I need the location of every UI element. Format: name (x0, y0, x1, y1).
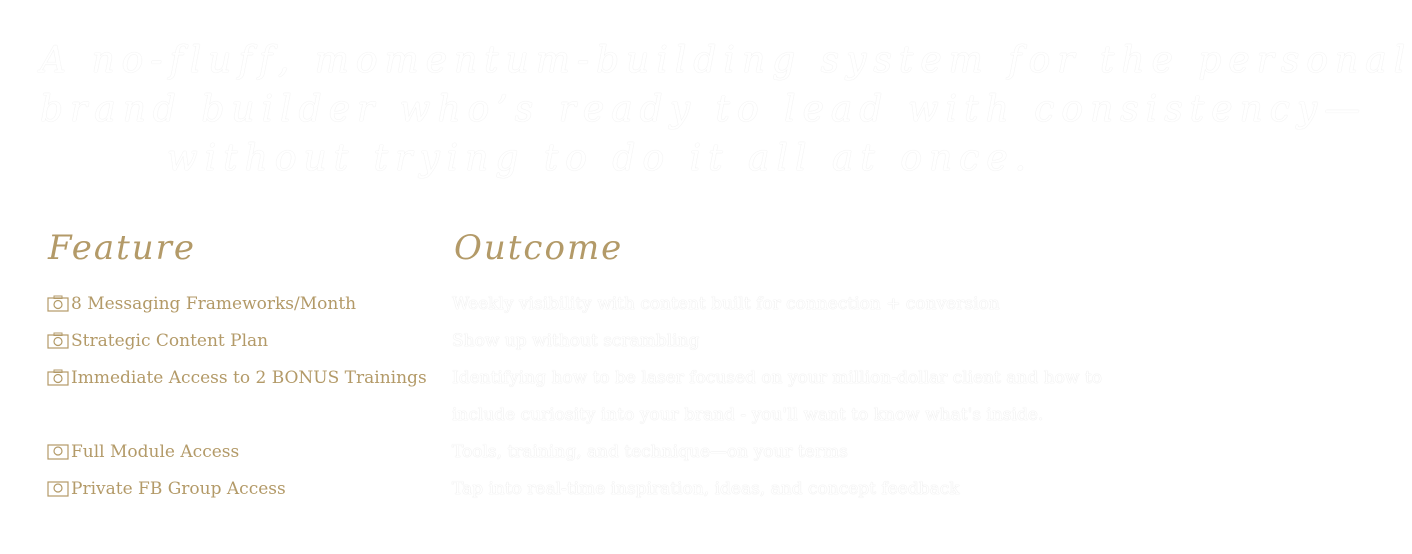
feature-label: Immediate Access to 2 BONUS Trainings (71, 368, 427, 388)
table-row (0, 397, 1200, 434)
table-row (0, 471, 1200, 508)
table-row (0, 434, 1200, 471)
outcome-cell: Identifying how to be laser focused on your million-dollar client and how to (452, 368, 1102, 388)
feature-label: 8 Messaging Frameworks/Month (71, 294, 357, 314)
tagline-line-2: brand builder who’s ready to lead with consistency— (40, 89, 1368, 130)
feature-label: Full Module Access (71, 442, 240, 462)
camera-icon (47, 332, 69, 349)
camera-icon (47, 480, 69, 497)
tagline-line-3: without trying to do it all at once. (166, 138, 1034, 179)
outcome-cell: include curiosity into your brand - you'll want to know what's inside. (452, 405, 1044, 425)
outcome-cell: Show up without scrambling (452, 331, 700, 351)
camera-icon (47, 369, 69, 386)
feature-label: Strategic Content Plan (71, 331, 269, 351)
table-row (0, 286, 1200, 323)
feature-cell (47, 471, 286, 508)
feature-heading: Feature (48, 228, 197, 268)
feature-cell (47, 360, 427, 397)
outcome-cell: Tap into real-time inspiration, ideas, and concept feedback (452, 479, 960, 499)
table-row (0, 360, 1200, 397)
outcome-cell: Tools, training, and technique—on your terms (452, 442, 848, 462)
outcome-cell: Weekly visibility with content built for connection + conversion (452, 294, 1000, 314)
camera-icon (47, 295, 69, 312)
tagline-line-1: A no-fluff, momentum-building system for the personal (40, 40, 1412, 81)
tagline (40, 36, 1412, 183)
feature-cell (47, 286, 356, 323)
table-row (0, 323, 1200, 360)
outcome-heading: Outcome (454, 228, 624, 268)
feature-cell (47, 434, 239, 471)
feature-label: Private FB Group Access (71, 479, 286, 499)
feature-cell (47, 323, 268, 360)
camera-icon (47, 443, 69, 460)
